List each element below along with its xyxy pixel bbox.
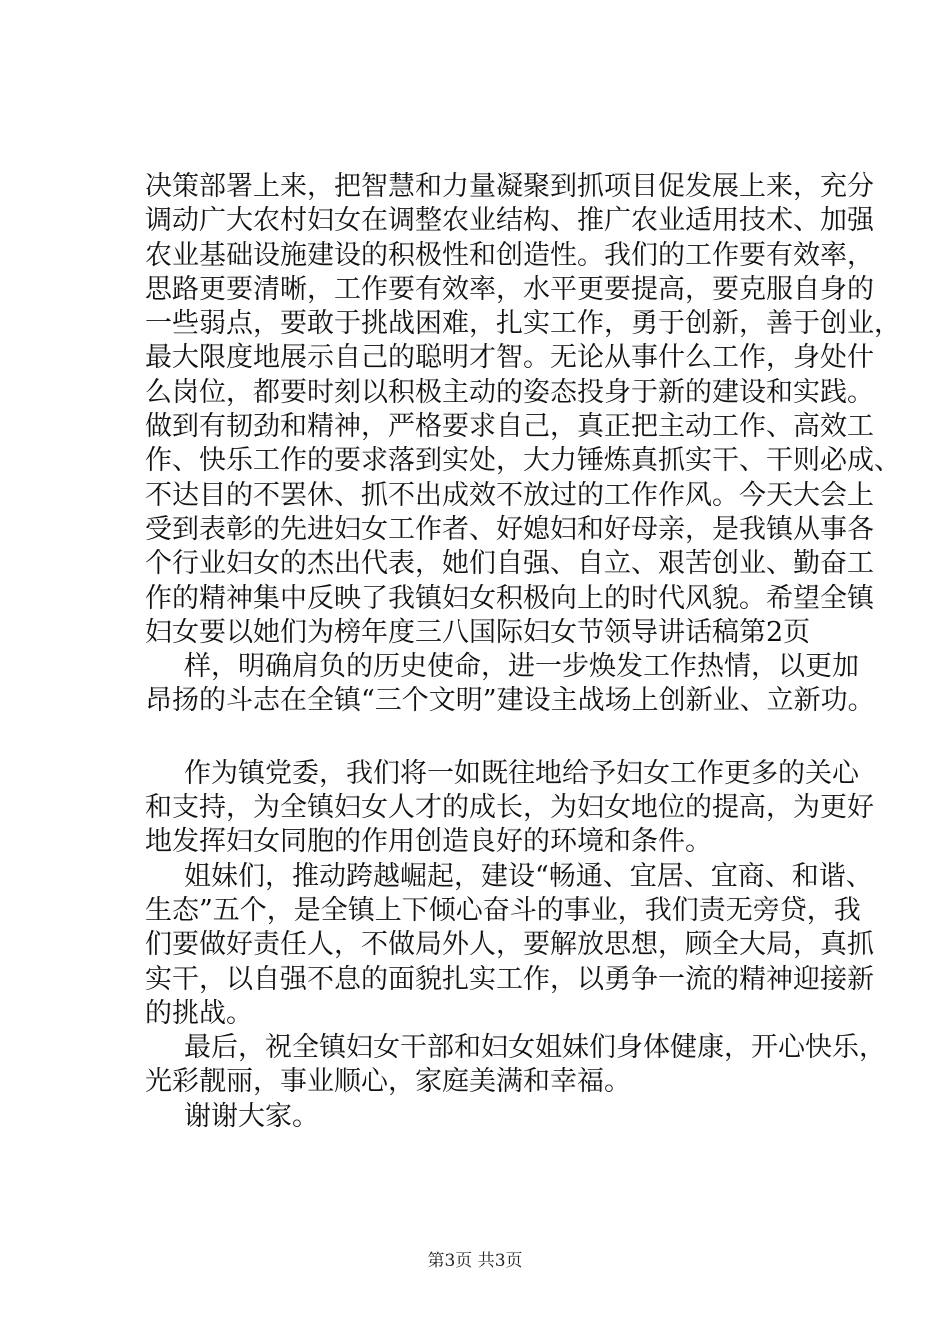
paragraph-4 — [145, 860, 874, 1031]
text-line: 昂扬的斗志在全镇“三个文明”建设主战场上创新业、立新功。 — [145, 685, 875, 717]
text-line: 农业基础设施建设的积极性和创造性。我们的工作要有效率， — [145, 239, 874, 271]
text-line: 思路更要清晰，工作要有效率，水平更要提高，要克服自身的 — [145, 273, 874, 305]
text-line: 实干，以自强不息的面貌扎实工作，以勇争一流的精神迎接新 — [145, 963, 874, 995]
text-line: 光彩靓丽，事业顺心，家庭美满和幸福。 — [145, 1066, 631, 1098]
paragraph-gap — [145, 719, 821, 757]
text-line: 最后，祝全镇妇女干部和妇女姐妹们身体健康，开心快乐， — [184, 1032, 886, 1064]
text-line: 决策部署上来，把智慧和力量凝聚到抓项目促发展上来，充分 — [145, 171, 874, 202]
paragraph-2 — [145, 650, 875, 719]
text-line: 样，明确肩负的历史使命，进一步焕发工作热情，以更加 — [184, 651, 859, 683]
text-line: 作为镇党委，我们将一如既往地给予妇女工作更多的关心 — [184, 757, 859, 789]
text-line: 受到表彰的先进妇女工作者、好媳妇和好母亲，是我镇从事各 — [145, 513, 874, 545]
text-line: 生态”五个，是全镇上下倾心奋斗的事业，我们责无旁贷，我 — [145, 894, 861, 926]
text-line: 作、快乐工作的要求落到实处，大力锤炼真抓实干、干则必成、 — [145, 445, 901, 477]
text-line: 妇女要以她们为榜年度三八国际妇女节领导讲话稿第2页 — [145, 616, 811, 648]
text-line: 作的精神集中反映了我镇妇女积极向上的时代风貌。希望全镇 — [145, 582, 874, 614]
text-line: 姐妹们，推动跨越崛起，建设“畅通、宜居、宜商、和谐、 — [184, 860, 873, 892]
paragraph-6 — [145, 1100, 821, 1134]
text-line: 不达目的不罢休、抓不出成效不放过的工作作风。今天大会上 — [145, 479, 874, 511]
text-line: 调动广大农村妇女在调整农业结构、推广农业适用技术、加强 — [145, 205, 874, 237]
text-line: 和支持，为全镇妇女人才的成长，为妇女地位的提高，为更好 — [145, 792, 874, 824]
text-line: 们要做好责任人，不做局外人，要解放思想，顾全大局，真抓 — [145, 929, 874, 961]
text-line: 么岗位，都要时刻以积极主动的姿态投身于新的建设和实践。 — [145, 376, 874, 408]
paragraph-3 — [145, 757, 874, 860]
document-body — [145, 170, 901, 1134]
text-line: 最大限度地展示自己的聪明才智。无论从事什么工作，身处什 — [145, 342, 874, 374]
text-line: 做到有韧劲和精神，严格要求自己，真正把主动工作、高效工 — [145, 411, 874, 443]
text-line: 地发挥妇女同胞的作用创造良好的环境和条件。 — [145, 826, 712, 858]
text-line: 一些弱点，要敢于挑战困难，扎实工作，勇于创新，善于创业， — [145, 308, 901, 340]
text-line: 谢谢大家。 — [184, 1100, 319, 1132]
text-line: 的挑战。 — [145, 997, 253, 1029]
text-line: 个行业妇女的杰出代表，她们自强、自立、艰苦创业、勤奋工 — [145, 548, 874, 580]
page-footer: 第3页 共3页 — [427, 1251, 523, 1271]
paragraph-1 — [145, 170, 901, 650]
paragraph-5 — [145, 1031, 886, 1100]
